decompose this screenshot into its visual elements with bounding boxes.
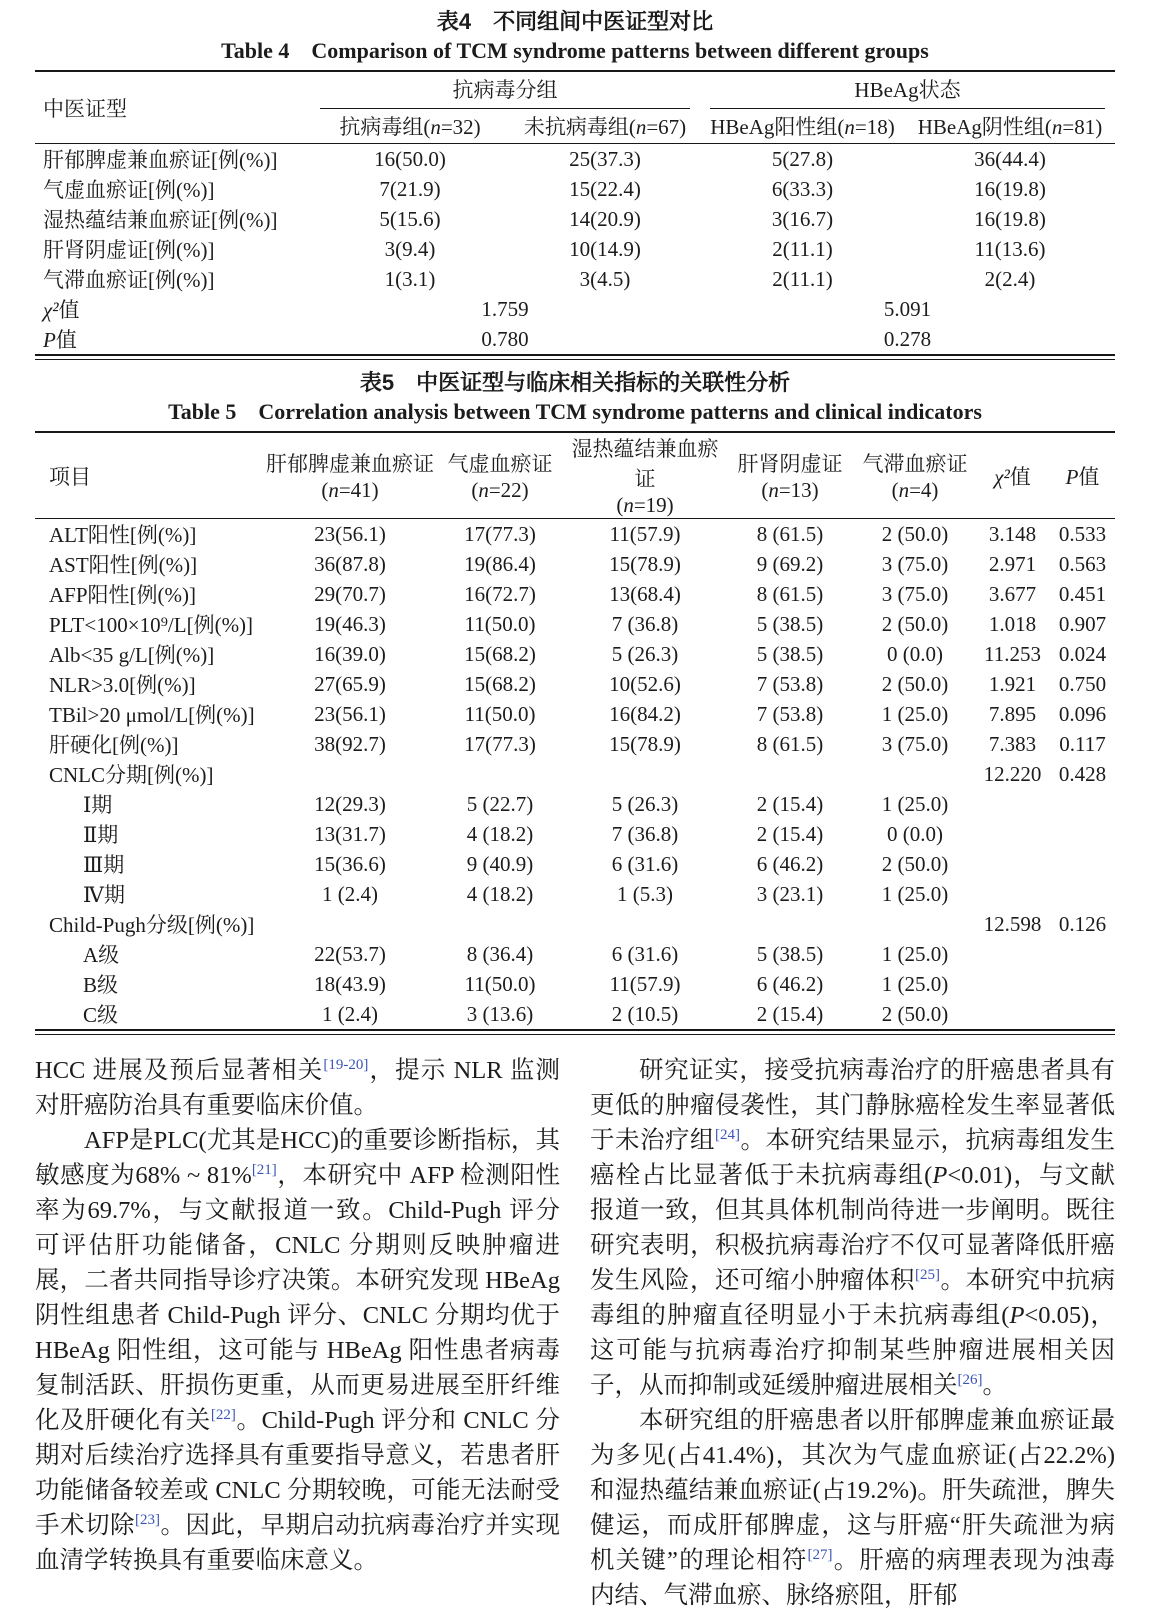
- cell-value: [565, 909, 725, 939]
- cell-value: 1(3.1): [384, 266, 436, 291]
- cell-value: 8 (61.5): [756, 581, 824, 606]
- row-label: Ⅳ期: [83, 883, 125, 907]
- cell-value: [975, 999, 1050, 1029]
- cell-value: 29(70.7): [314, 581, 386, 606]
- column-header: 气滞血瘀证 (n=4): [855, 432, 975, 519]
- cell-value: 11(13.6): [974, 236, 1046, 261]
- cell-value: 0.563: [1058, 551, 1107, 576]
- cell-value: [1050, 789, 1115, 819]
- column-header-stub: 中医证型: [35, 71, 310, 144]
- table-row: [35, 909, 1115, 939]
- column-header: HBeAg阳性组(n=18): [700, 109, 905, 144]
- table-row: [35, 789, 1115, 819]
- italic-n: n: [768, 478, 779, 502]
- cell-value: 16(50.0): [374, 146, 446, 171]
- italic-n: n: [635, 115, 647, 139]
- table-row: [35, 879, 1115, 909]
- table5-section: [35, 369, 1115, 1035]
- cell-value: 3(16.7): [771, 206, 834, 231]
- cell-value: 7 (53.8): [756, 701, 824, 726]
- cell-value: 6 (31.6): [611, 941, 679, 966]
- cell-value: 8 (61.5): [756, 731, 824, 756]
- table-row: [35, 579, 1115, 609]
- cell-value: 4 (18.2): [466, 821, 534, 846]
- cell-value: 8 (36.4): [466, 941, 534, 966]
- cell-value: 6(33.3): [771, 176, 834, 201]
- cell-value: 0.024: [1058, 641, 1107, 666]
- cell-value: 2 (50.0): [881, 611, 949, 636]
- cell-value: 0.780: [481, 326, 529, 351]
- cell-value: 2 (50.0): [881, 671, 949, 696]
- cell-value: 3(4.5): [579, 266, 631, 291]
- cell-value: 7(21.9): [379, 176, 441, 201]
- cell-value: 1 (25.0): [881, 791, 949, 816]
- text-column-left: [35, 1053, 560, 1613]
- column-header: 气虚血瘀证 (n=22): [435, 432, 565, 519]
- cell-value: 2 (15.4): [756, 821, 824, 846]
- cell-value: [1050, 879, 1115, 909]
- cell-value: 5 (38.5): [756, 641, 824, 666]
- italic-text: P: [43, 328, 56, 352]
- row-label: ALT阳性[例(%)]: [49, 523, 197, 547]
- row-label: AFP阳性[例(%)]: [49, 583, 196, 607]
- cell-value: 16(84.2): [609, 701, 681, 726]
- cell-value: 1.759: [481, 296, 529, 321]
- column-header: 抗病毒组(n=32): [310, 109, 510, 144]
- table-row: [35, 699, 1115, 729]
- cell-value: [1050, 939, 1115, 969]
- cell-value: 15(68.2): [464, 641, 536, 666]
- cell-value: 5.091: [883, 296, 932, 321]
- table5: [35, 431, 1115, 1029]
- cell-value: [435, 759, 565, 789]
- cell-value: [975, 819, 1050, 849]
- cell-value: 1 (25.0): [881, 971, 949, 996]
- table4-section: [35, 8, 1115, 360]
- cell-value: [855, 759, 975, 789]
- table4: [35, 70, 1115, 354]
- table-row: [35, 939, 1115, 969]
- cell-value: [435, 909, 565, 939]
- table-header-row: [35, 432, 1115, 519]
- cell-value: 9 (40.9): [466, 851, 534, 876]
- row-label: Child-Pugh分级[例(%)]: [49, 913, 255, 937]
- column-header: 肝郁脾虚兼血瘀证 (n=41): [265, 432, 435, 519]
- cell-value: 9 (69.2): [756, 551, 824, 576]
- cell-value: 17(77.3): [464, 731, 536, 756]
- table4-caption-zh: 表4 不同组间中医证型对比: [436, 9, 714, 34]
- table-row: [35, 819, 1115, 849]
- row-label: AST阳性[例(%)]: [49, 553, 198, 577]
- cell-value: 22(53.7): [314, 941, 386, 966]
- cell-value: 11(50.0): [464, 611, 536, 636]
- cell-value: 11.253: [984, 641, 1041, 666]
- cell-value: 15(78.9): [609, 551, 681, 576]
- cell-value: 1 (5.3): [617, 881, 673, 906]
- table5-caption-en: Table 5 Correlation analysis between TCM syndrome patterns and clinical indicators: [168, 399, 982, 424]
- cell-value: 1 (25.0): [881, 701, 949, 726]
- row-label: χ²值: [43, 298, 80, 322]
- italic-n: n: [898, 478, 910, 502]
- table-row: [35, 849, 1115, 879]
- cell-value: 15(68.2): [464, 671, 536, 696]
- cell-value: 2 (15.4): [756, 791, 824, 816]
- italic-n: n: [478, 478, 489, 502]
- row-label: C级: [83, 1003, 119, 1027]
- table-row: [35, 759, 1115, 789]
- cell-value: 25(37.3): [569, 146, 641, 171]
- cell-value: 36(87.8): [314, 551, 386, 576]
- italic-n: n: [430, 115, 441, 139]
- citation-ref: [25]: [915, 1266, 940, 1283]
- cell-value: 0.533: [1058, 521, 1107, 546]
- cell-value: 7 (36.8): [611, 611, 679, 636]
- cell-value: [1050, 819, 1115, 849]
- cell-value: 16(19.8): [974, 176, 1046, 201]
- row-label: Ⅰ期: [83, 793, 113, 817]
- row-label: NLR>3.0[例(%)]: [49, 673, 196, 697]
- paragraph: HCC 进展及预后显著相关[19-20]，提示 NLR 监测对肝癌防治具有重要临床价值。: [35, 1056, 561, 1119]
- row-label: 湿热蕴结兼血瘀证[例(%)]: [43, 208, 278, 232]
- cell-value: 3 (23.1): [756, 881, 824, 906]
- italic-n: n: [328, 478, 339, 502]
- table4-caption-en: Table 4 Comparison of TCM syndrome patterns between different groups: [221, 38, 929, 63]
- cell-value: 7 (36.8): [611, 821, 679, 846]
- cell-value: 12.220: [983, 761, 1042, 786]
- table-row: [35, 174, 1115, 204]
- column-header-chi-square: χ²值: [975, 432, 1050, 519]
- cell-value: 7 (53.8): [756, 671, 824, 696]
- cell-value: 14(20.9): [569, 206, 641, 231]
- row-label: B级: [83, 973, 119, 997]
- italic-n: n: [1051, 115, 1063, 139]
- citation-ref: [24]: [715, 1126, 740, 1143]
- cell-value: 19(46.3): [314, 611, 386, 636]
- table-row: [35, 294, 1115, 324]
- table-row: [35, 519, 1115, 550]
- row-label: P值: [43, 328, 77, 352]
- cell-value: 36(44.4): [974, 146, 1046, 171]
- cell-value: 0 (0.0): [887, 821, 943, 846]
- cell-value: 2 (50.0): [881, 521, 949, 546]
- row-label: Ⅲ期: [83, 853, 125, 877]
- cell-value: 2 (50.0): [881, 851, 949, 876]
- italic-text: P: [932, 1162, 948, 1189]
- cell-value: 4 (18.2): [466, 881, 534, 906]
- cell-value: 1.921: [988, 671, 1037, 696]
- italic-n: n: [623, 493, 634, 517]
- cell-value: 3.677: [988, 581, 1037, 606]
- cell-value: [975, 789, 1050, 819]
- row-label: 肝郁脾虚兼血瘀证[例(%)]: [43, 148, 278, 172]
- column-group-antiviral: [310, 71, 700, 109]
- table-row: [35, 324, 1115, 354]
- cell-value: 7.895: [988, 701, 1037, 726]
- cell-value: 2 (10.5): [611, 1001, 679, 1026]
- table5-bottom-rule: [35, 1029, 1115, 1035]
- cell-value: 0 (0.0): [887, 641, 943, 666]
- cell-value: [1050, 969, 1115, 999]
- cell-value: 3.148: [988, 521, 1037, 546]
- cell-value: 1 (25.0): [881, 881, 949, 906]
- citation-ref: [19-20]: [323, 1056, 369, 1073]
- cell-value: 2(2.4): [984, 266, 1036, 291]
- citation-ref: [27]: [807, 1546, 833, 1563]
- cell-value: 3 (75.0): [881, 731, 949, 756]
- paragraph: AFP是PLC(尤其是HCC)的重要诊断指标，其敏感度为68% ~ 81%[21]，本研究中 AFP 检测阳性率为69.7%，与文献报道一致。Child-Pugh 评分可评估肝功能储备，CNLC 分期则反映肿瘤进展，二者共同指导诊疗决策。本研究发现 HBeAg 阴性组患者 Child-Pugh 评分、CNLC 分期均优于 HBeAg 阳性组，这可能与 HBeAg 阳性患者病毒复制活跃、肝损伤更重，从而更易进展至肝纤维化及肝硬化有关[22]。Child-Pugh 评分和 CNLC 分期对后续治疗选择具有重要指导意义，若患者肝功能储备较差或 CNLC 分期较晚，可能无法耐受手术切除[23]。因此，早期启动抗病毒治疗并实现血清学转换具有重要临床意义。: [35, 1127, 560, 1574]
- table-row: [35, 729, 1115, 759]
- cell-value: 2 (15.4): [756, 1001, 824, 1026]
- table-row: [35, 234, 1115, 264]
- cell-value: 0.117: [1059, 731, 1106, 756]
- text-column-right: [590, 1053, 1115, 1613]
- row-label: 肝肾阴虚证[例(%)]: [43, 238, 215, 262]
- body-text: [35, 1053, 1115, 1613]
- cell-value: 11(57.9): [609, 971, 681, 996]
- cell-value: 5 (38.5): [756, 611, 824, 636]
- cell-value: [725, 909, 855, 939]
- table-row: [35, 639, 1115, 669]
- cell-value: 0.750: [1058, 671, 1107, 696]
- citation-ref: [22]: [210, 1406, 236, 1423]
- cell-value: 12(29.3): [314, 791, 386, 816]
- table5-header: [35, 432, 1115, 519]
- cell-value: 13(68.4): [609, 581, 681, 606]
- cell-value: 15(22.4): [569, 176, 641, 201]
- cell-value: [1050, 849, 1115, 879]
- table5-caption-zh: 表5 中医证型与临床相关指标的关联性分析: [359, 370, 791, 395]
- table5-body: [35, 519, 1115, 1030]
- cell-value: 12.598: [983, 911, 1042, 936]
- cell-value: 5 (26.3): [611, 791, 679, 816]
- row-label: Alb<35 g/L[例(%)]: [49, 643, 215, 667]
- table-row: [35, 264, 1115, 294]
- cell-value: 0.451: [1058, 581, 1107, 606]
- cell-value: 1.018: [988, 611, 1037, 636]
- cell-value: [855, 909, 975, 939]
- cell-value: 6 (46.2): [756, 851, 824, 876]
- citation-ref: [23]: [135, 1511, 160, 1528]
- column-header: 未抗病毒组(n=67): [510, 109, 700, 144]
- cell-value: [975, 879, 1050, 909]
- cell-value: 3 (13.6): [466, 1001, 534, 1026]
- table-row: [35, 549, 1115, 579]
- cell-value: [975, 939, 1050, 969]
- cell-value: 15(78.9): [609, 731, 681, 756]
- cell-value: 2(11.1): [772, 266, 833, 291]
- cell-value: 16(39.0): [314, 641, 386, 666]
- cell-value: [975, 969, 1050, 999]
- cell-value: 5(15.6): [379, 206, 441, 231]
- cell-value: 0.096: [1058, 701, 1107, 726]
- cell-value: 5(27.8): [771, 146, 834, 171]
- row-label: A级: [83, 943, 120, 967]
- cell-value: 18(43.9): [314, 971, 386, 996]
- cell-value: 11(50.0): [464, 971, 536, 996]
- row-label: CNLC分期[例(%)]: [49, 763, 214, 787]
- column-header: HBeAg阴性组(n=81): [905, 109, 1115, 144]
- cell-value: 2.971: [988, 551, 1037, 576]
- cell-value: [265, 759, 435, 789]
- column-header-stub: 项目: [35, 432, 265, 519]
- table-row: [35, 669, 1115, 699]
- table-row: [35, 999, 1115, 1029]
- table-header-row: [35, 71, 1115, 109]
- cell-value: 23(56.1): [314, 701, 386, 726]
- cell-value: 1 (25.0): [881, 941, 949, 966]
- cell-value: 8 (61.5): [756, 521, 824, 546]
- row-label: PLT<100×10⁹/L[例(%)]: [49, 613, 254, 637]
- row-label: 气滞血瘀证[例(%)]: [43, 268, 215, 292]
- row-label: 气虚血瘀证[例(%)]: [43, 178, 215, 202]
- cell-value: 5 (26.3): [611, 641, 679, 666]
- cell-value: 0.428: [1058, 761, 1107, 786]
- cell-value: 11(57.9): [609, 521, 681, 546]
- table4-body: [35, 144, 1115, 355]
- cell-value: 0.126: [1058, 911, 1107, 936]
- table-row: [35, 204, 1115, 234]
- cell-value: [565, 759, 725, 789]
- citation-ref: [21]: [251, 1161, 277, 1178]
- row-label: Ⅱ期: [83, 823, 119, 847]
- cell-value: 0.278: [883, 326, 932, 351]
- cell-value: 3 (75.0): [881, 551, 949, 576]
- cell-value: 16(72.7): [464, 581, 536, 606]
- paragraph: 本研究组的肝癌患者以肝郁脾虚兼血瘀证最为多见(占41.4%)，其次为气虚血瘀证(占22.2%)和湿热蕴结兼血瘀证(占19.2%)。肝失疏泄，脾失健运，而成肝郁脾虚，这与肝癌“肝失疏泄为病机关键”的理论相符[27]。肝癌的病理表现为浊毒内结、气滞血瘀、脉络瘀阻，肝郁: [590, 1407, 1116, 1609]
- column-header-p-value: P值: [1050, 432, 1115, 519]
- paragraph: 研究证实，接受抗病毒治疗的肝癌患者具有更低的肿瘤侵袭性，其门静脉癌栓发生率显著低于未治疗组[24]。本研究结果显示，抗病毒组发生癌栓占比显著低于未抗病毒组(P<0.01)，与文献报道一致，但其具体机制尚待进一步阐明。既往研究表明，积极抗病毒治疗不仅可显著降低肝癌发生风险，还可缩小肿瘤体积[25]。本研究中抗病毒组的肿瘤直径明显小于未抗病毒组(P<0.05)，这可能与抗病毒治疗抑制某些肿瘤进展相关因子，从而抑制或延缓肿瘤进展相关[26]。: [590, 1057, 1115, 1399]
- cell-value: 17(77.3): [464, 521, 536, 546]
- cell-value: [725, 759, 855, 789]
- cell-value: 10(52.6): [609, 671, 681, 696]
- cell-value: 1 (2.4): [322, 881, 378, 906]
- cell-value: [265, 909, 435, 939]
- cell-value: 2 (50.0): [881, 1001, 949, 1026]
- cell-value: 5 (38.5): [756, 941, 824, 966]
- cell-value: 7.383: [988, 731, 1037, 756]
- cell-value: 38(92.7): [314, 731, 386, 756]
- cell-value: 0.907: [1058, 611, 1107, 636]
- column-header: 湿热蕴结兼血瘀证 (n=19): [565, 432, 725, 519]
- row-label: 肝硬化[例(%)]: [49, 733, 179, 757]
- cell-value: 13(31.7): [314, 821, 386, 846]
- table-row: [35, 609, 1115, 639]
- column-group-label: 抗病毒分组: [320, 72, 690, 109]
- cell-value: [975, 849, 1050, 879]
- cell-value: 16(19.8): [974, 206, 1046, 231]
- cell-value: 15(36.6): [314, 851, 386, 876]
- cell-value: 3(9.4): [384, 236, 436, 261]
- table-row: [35, 144, 1115, 175]
- cell-value: 6 (46.2): [756, 971, 824, 996]
- cell-value: 11(50.0): [464, 701, 536, 726]
- cell-value: 6 (31.6): [611, 851, 679, 876]
- cell-value: 5 (22.7): [466, 791, 534, 816]
- cell-value: [1050, 999, 1115, 1029]
- italic-text: P: [1009, 1302, 1025, 1329]
- italic-n: n: [844, 115, 855, 139]
- column-group-label: HBeAg状态: [710, 72, 1105, 109]
- cell-value: 3 (75.0): [881, 581, 949, 606]
- cell-value: 23(56.1): [314, 521, 386, 546]
- cell-value: 10(14.9): [569, 236, 641, 261]
- cell-value: 27(65.9): [314, 671, 386, 696]
- column-header: 肝肾阴虚证 (n=13): [725, 432, 855, 519]
- table4-header: [35, 71, 1115, 144]
- cell-value: 1 (2.4): [322, 1001, 378, 1026]
- italic-text: χ²: [43, 298, 59, 322]
- column-group-hbeag: [700, 71, 1115, 109]
- citation-ref: [26]: [957, 1371, 983, 1388]
- cell-value: 2(11.1): [772, 236, 833, 261]
- cell-value: 19(86.4): [464, 551, 536, 576]
- table-row: [35, 969, 1115, 999]
- row-label: TBil>20 μmol/L[例(%)]: [49, 703, 255, 727]
